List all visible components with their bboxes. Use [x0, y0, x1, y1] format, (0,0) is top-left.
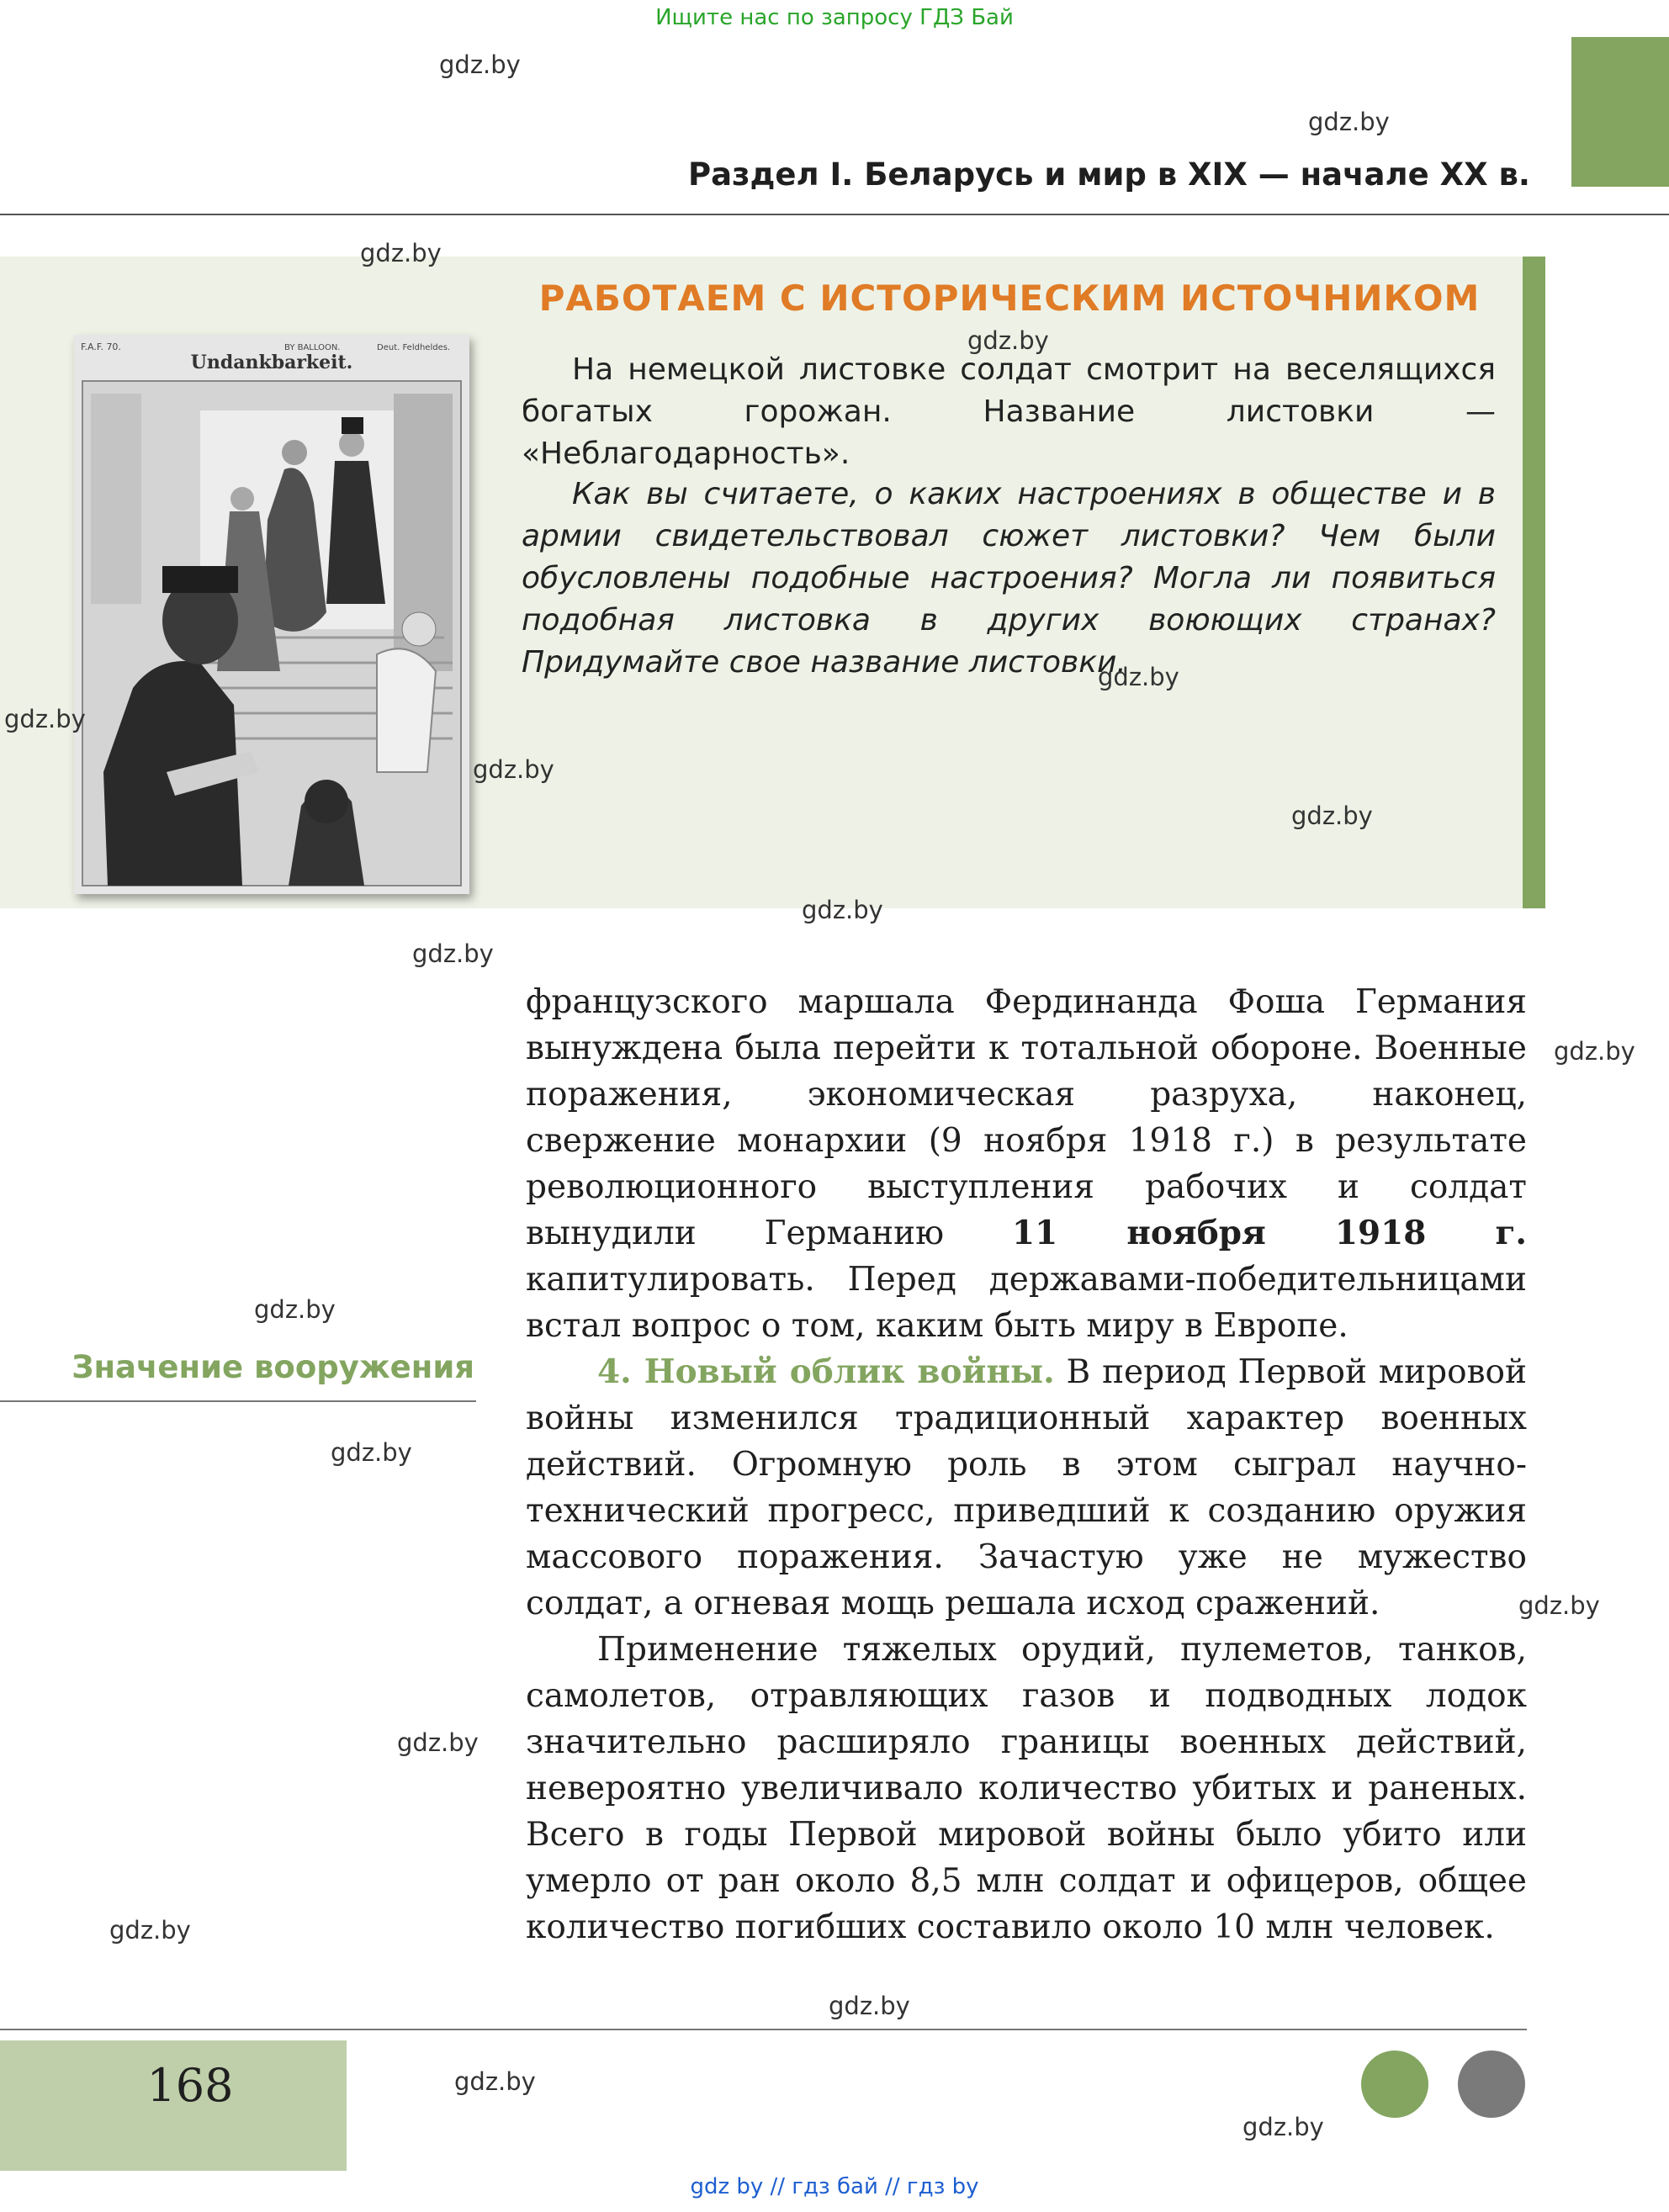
- margin-heading: Значение вооружения: [72, 1349, 474, 1385]
- body-paragraph-2: [526, 1349, 1527, 1627]
- green-circle-icon: [1361, 2051, 1428, 2118]
- leaflet-caption-left: F.A.F. 70.: [81, 341, 121, 352]
- section-heading: Раздел I. Беларусь и мир в XIX — начале XX в.: [687, 156, 1530, 193]
- watermark: gdz.by: [4, 705, 86, 733]
- page-number: 168: [146, 2059, 234, 2112]
- green-corner-tab: [1571, 37, 1669, 187]
- leaflet-caption-right: Deut. Feldheldes.: [377, 343, 451, 352]
- leaflet-title: Undankbarkeit.: [190, 352, 353, 373]
- footer-links[interactable]: gdz by // гдз бай // гдз by: [690, 2174, 979, 2199]
- leaflet-illustration: [74, 335, 469, 894]
- grey-circle-icon: [1458, 2051, 1525, 2118]
- watermark: gdz.by: [967, 326, 1049, 355]
- watermark: gdz.by: [802, 896, 883, 924]
- watermark: gdz.by: [473, 755, 554, 784]
- leaflet-drawing: [74, 335, 469, 894]
- body-paragraph-3: Применение тяжелых орудий, пулеметов, танков, самолетов, отравляющих газов и подводных лодок значительно расширяло границы военных действий, невероятно увеличивало количество убитых и раненых. Всего в годы Первой мировой войны было убито или умерло от ран около 8,5 млн солдат и офицеров, общее количество погибших составило около 10 млн человек.: [526, 1631, 1527, 1946]
- watermark: gdz.by: [412, 939, 494, 968]
- watermark: gdz.by: [397, 1728, 479, 1757]
- watermark: gdz.by: [439, 50, 521, 79]
- watermark: gdz.by: [1098, 663, 1179, 691]
- watermark: gdz.by: [360, 239, 442, 267]
- watermark: gdz.by: [1554, 1037, 1635, 1066]
- para2-text: В период Первой мировой войны изменился традиционный характер военных действий. Огромную роль в этом сыграл научно-технический прогресс, приведший к созданию оружия массового поражения. Зачастую уже не мужество солдат, а огневая мощь решала исход сражений.: [526, 1353, 1528, 1622]
- watermark: gdz.by: [829, 1992, 910, 2020]
- source-intro-text: На немецкой листовке солдат смотрит на веселящихся богатых горожан. Название листовки — «Неблагодарность».: [522, 352, 1496, 471]
- watermark: gdz.by: [454, 2067, 536, 2096]
- source-panel-side-bar: [1523, 257, 1545, 908]
- margin-rule: [0, 1400, 476, 1402]
- watermark: gdz.by: [254, 1295, 336, 1324]
- header-rule: [0, 214, 1669, 215]
- watermark: gdz.by: [1518, 1591, 1600, 1620]
- watermark: gdz.by: [109, 1916, 191, 1945]
- watermark: gdz.by: [1242, 2113, 1324, 2141]
- body-paragraph-1: [526, 979, 1527, 1349]
- subsection-heading: 4. Новый облик войны.: [597, 1352, 1055, 1391]
- footer-rule: [0, 2029, 1527, 2030]
- para1-text-b: капитулировать. Перед державами-победительницами встал вопрос о том, каким быть миру в Европе.: [526, 1261, 1527, 1345]
- para1-text-a: французского маршала Фердинанда Фоша Германия вынуждена была перейти к тотальной обороне. Военные поражения, экономическая разруха, наконец, свержение монархии (9 ноября 1918 г.) в результате революционного выступления рабочих и солдат вынудили Германию: [526, 983, 1527, 1252]
- leaflet-caption-mid: BY BALLOON.: [284, 343, 341, 352]
- watermark: gdz.by: [331, 1438, 412, 1467]
- para1-bold-date: 11 ноября 1918 г.: [1011, 1214, 1528, 1252]
- watermark: gdz.by: [1291, 802, 1373, 830]
- source-question-text: Как вы считаете, о каких настроениях в обществе и в армии свидетельствовал сюжет листовки? Чем были обусловлены подобные настроения? Могла ли появиться подобная листовка в других воюющих странах? Придумайте свое название листовки.: [522, 477, 1496, 680]
- watermark: gdz.by: [1308, 108, 1390, 136]
- top-banner[interactable]: Ищите нас по запросу ГДЗ Бай: [655, 5, 1014, 30]
- source-panel-title: РАБОТАЕМ С ИСТОРИЧЕСКИМ ИСТОЧНИКОМ: [538, 278, 1481, 319]
